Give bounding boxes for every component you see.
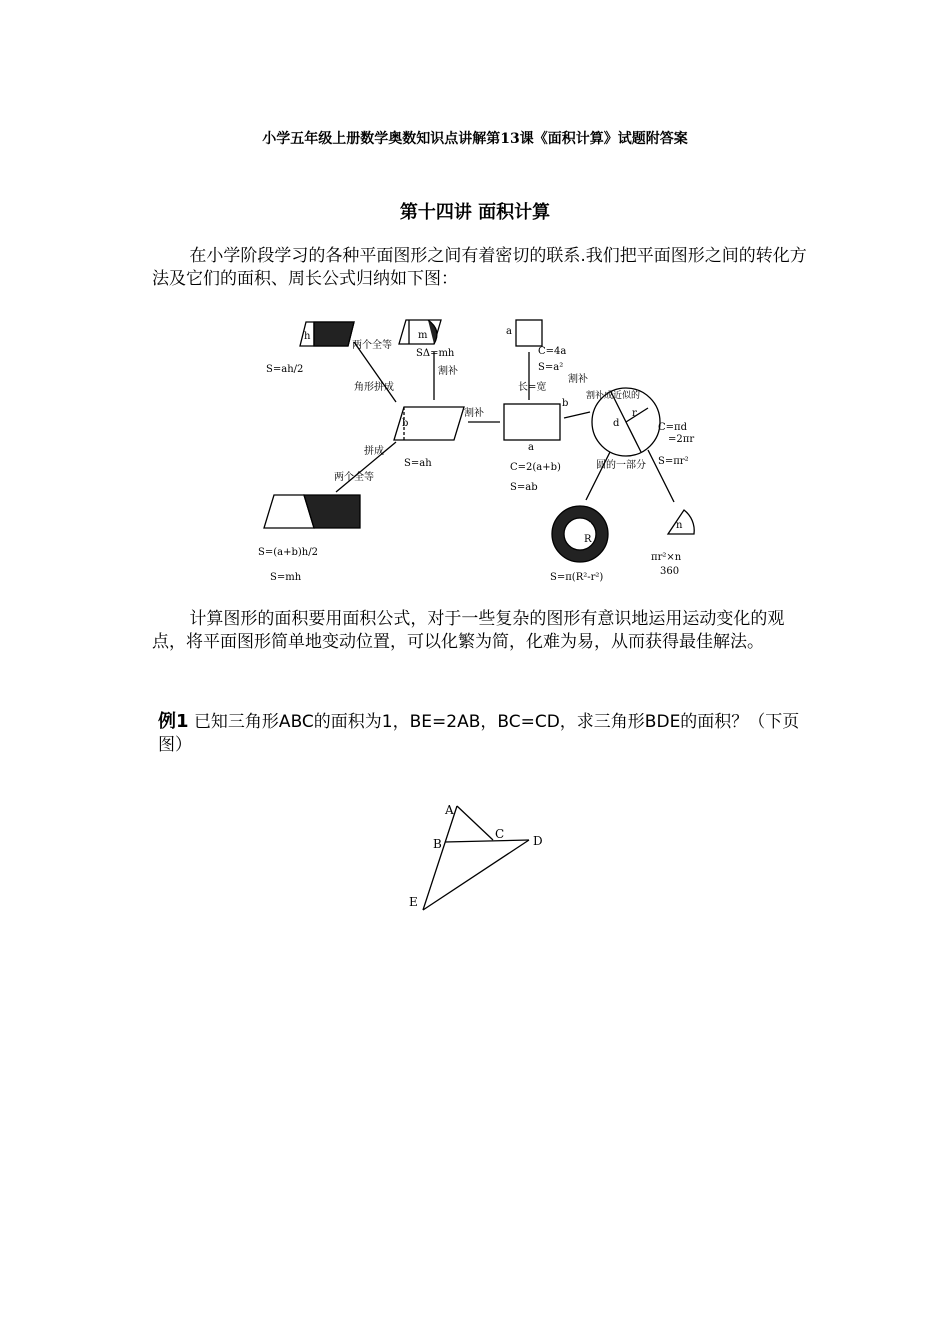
parallelogram-tri-formula: SΔ=mh bbox=[416, 348, 455, 359]
cut-fill-label: 割补 bbox=[464, 408, 484, 419]
point-B: B bbox=[433, 837, 442, 851]
example-text: 已知三角形ABC的面积为1，BE=2AB，BC=CD，求三角形BDE的面积？（下页图） bbox=[158, 712, 800, 755]
example-label: 例1 bbox=[158, 711, 189, 732]
form-label: 角形拼成 bbox=[354, 382, 394, 393]
point-D: D bbox=[533, 834, 543, 848]
trapezoid-formula2: S=mh bbox=[270, 572, 302, 583]
point-A: A bbox=[445, 803, 454, 817]
square-shape bbox=[516, 320, 542, 346]
triangle-formula: S=ah/2 bbox=[266, 364, 304, 375]
body-paragraph: 计算图形的面积要用面积公式，对于一些复杂的图形有意识地运用运动变化的观点，将平面图形简单地变动位置，可以化繁为简，化难为易，从而获得最佳解法。 bbox=[152, 609, 785, 652]
sector-area-num: πr²×n bbox=[651, 552, 682, 563]
line-AE bbox=[423, 806, 457, 910]
area-formula-diagram bbox=[256, 312, 706, 587]
rectangle-shape bbox=[504, 404, 560, 440]
parallelogram-formula: S=ah bbox=[404, 458, 432, 469]
rect-height-label: b bbox=[562, 398, 569, 409]
point-E: E bbox=[409, 895, 418, 909]
square-area: S=a² bbox=[538, 362, 564, 373]
circle-r-label: r bbox=[632, 408, 637, 419]
two-identical-label: 两个全等 bbox=[352, 340, 392, 351]
rect-perimeter: C=2(a+b) bbox=[510, 462, 561, 473]
ring-r-label: r bbox=[586, 520, 591, 531]
triangle-figure bbox=[405, 798, 555, 918]
square-perimeter: C=4a bbox=[538, 346, 567, 357]
triangle-height-label: h bbox=[304, 331, 311, 342]
point-C: C bbox=[495, 827, 505, 841]
square-side-label: a bbox=[506, 326, 512, 337]
part-of-circle-label: 圆的一部分 bbox=[596, 460, 646, 471]
cut-fill-label-2: 割补 bbox=[438, 366, 458, 377]
intro-paragraph: 在小学阶段学习的各种平面图形之间有着密切的联系.我们把平面图形之间的转化方法及它们的面积、周长公式归纳如下图： bbox=[152, 246, 807, 289]
trapezoid-formula: S=(a+b)h/2 bbox=[258, 547, 318, 558]
circle-d-label: d bbox=[613, 418, 620, 429]
rect-width-label: a bbox=[528, 442, 534, 453]
form-label-2: 拼成 bbox=[364, 446, 384, 457]
line-BD bbox=[445, 840, 529, 842]
cut-fill-label-3: 割补 bbox=[568, 374, 588, 385]
line-AC bbox=[457, 806, 493, 840]
two-identical-label-2: 两个全等 bbox=[334, 472, 374, 483]
ring-R-label: R bbox=[584, 534, 592, 545]
lesson-title: 第十四讲 面积计算 bbox=[399, 202, 551, 223]
circle-area: S=πr² bbox=[658, 456, 689, 467]
sector-n-label: n bbox=[676, 520, 683, 531]
cut-m-label: m bbox=[418, 330, 428, 341]
rect-area: S=ab bbox=[510, 482, 538, 493]
circle-perimeter2: =2πr bbox=[668, 434, 695, 445]
example-1 bbox=[158, 710, 818, 757]
ring-area: S=π(R²-r²) bbox=[550, 572, 604, 583]
approx-rect-label: 割补成近似的 bbox=[586, 391, 641, 401]
length-eq-width: 长=宽 bbox=[518, 382, 547, 393]
parallelogram-height-label: b bbox=[402, 418, 409, 429]
sector-area-den: 360 bbox=[660, 566, 680, 577]
page-header: 小学五年级上册数学奥数知识点讲解第13课《面积计算》试题附答案 bbox=[262, 131, 688, 147]
circle-perimeter1: C=πd bbox=[658, 422, 688, 433]
